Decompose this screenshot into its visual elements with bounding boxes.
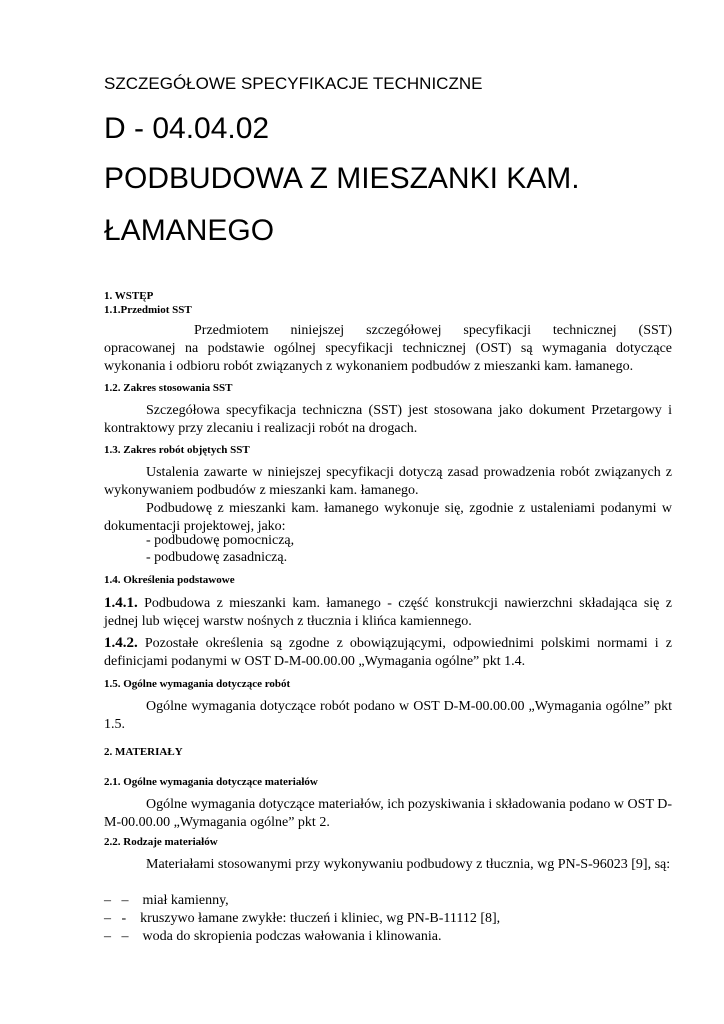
section-2-1-heading: 2.1. Ogólne wymagania dotyczące materiałów	[104, 776, 318, 788]
paragraph-1-3a: Ustalenia zawarte w niniejszej specyfikacji dotyczą zasad prowadzenia robót związanych z wykonywaniem podbudów z mieszanki kam. łamanego.	[104, 465, 672, 498]
material-list-item: – – miał kamienny,	[104, 893, 229, 908]
section-1-1-heading: 1.1.Przedmiot SST	[104, 304, 192, 316]
paragraph-1-4-2	[104, 634, 672, 671]
paragraph-1-1-line1: Przedmiotem niniejszej szczegółowej specyfikacji technicznej (SST)	[194, 323, 672, 338]
list-item-zasadnicza: - podbudowę zasadniczą.	[146, 550, 288, 565]
section-1-2-heading: 1.2. Zakres stosowania SST	[104, 382, 233, 394]
section-1-4-heading: 1.4. Określenia podstawowe	[104, 574, 235, 586]
spec-code: D - 04.04.02	[104, 112, 270, 145]
spec-subtitle: SZCZEGÓŁOWE SPECYFIKACJE TECHNICZNE	[104, 74, 483, 93]
spec-title-line2: ŁAMANEGO	[104, 214, 275, 247]
clause-number: 1.4.2.	[104, 635, 138, 651]
paragraph-2-1: Ogólne wymagania dotyczące materiałów, ich pozyskiwania i składowania podano w OST D-M-00.00.00 „Wymagania ogólne” pkt 2.	[104, 797, 673, 830]
paragraph-1-4-1	[104, 594, 672, 631]
section-1-5-heading: 1.5. Ogólne wymagania dotyczące robót	[104, 678, 291, 690]
section-1-3-heading: 1.3. Zakres robót objętych SST	[104, 444, 250, 456]
section-2-heading: 2. MATERIAŁY	[104, 746, 183, 758]
section-1-heading: 1. WSTĘP	[104, 290, 154, 302]
clause-text: Podbudowa z mieszanki kam. łamanego - część konstrukcji nawierzchni składająca się z jednej lub więcej warstw nośnych z tłucznia i klińca kamiennego.	[104, 596, 672, 629]
paragraph-1-3b: Podbudowę z mieszanki kam. łamanego wykonuje się, zgodnie z ustaleniami podanymi w dokumentacji projektowej, jako:	[104, 501, 672, 534]
paragraph-2-2: Materiałami stosowanymi przy wykonywaniu podbudowy z tłucznia, wg PN-S-96023 [9], są:	[146, 857, 671, 872]
paragraph-1-2: Szczegółowa specyfikacja techniczna (SST) jest stosowana jako dokument Przetargowy i kontraktowy przy zlecaniu i realizacji robót na drogach.	[104, 403, 672, 436]
paragraph-1-1: opracowanej na podstawie ogólnej specyfikacji technicznej (OST) są wymagania dotyczące wykonania i odbioru robót związanych z wykonaniem podbudów z mieszanki kam. łamanego.	[104, 341, 672, 374]
material-list-item: – – woda do skropienia podczas wałowania i klinowania.	[104, 929, 442, 944]
clause-number: 1.4.1.	[104, 595, 138, 611]
section-2-2-heading: 2.2. Rodzaje materiałów	[104, 836, 218, 848]
spec-title-line1: PODBUDOWA Z MIESZANKI KAM.	[104, 162, 580, 195]
list-item-pomocnicza: - podbudowę pomocniczą,	[146, 533, 295, 548]
paragraph-1-5: Ogólne wymagania dotyczące robót podano w OST D-M-00.00.00 „Wymagania ogólne” pkt 1.5.	[104, 699, 672, 732]
material-list-item: – - kruszywo łamane zwykłe: tłuczeń i kliniec, wg PN-B-11112 [8],	[104, 911, 501, 926]
clause-text: Pozostałe określenia są zgodne z obowiązującymi, odpowiednimi polskimi normami i z definicjami podanymi w OST D-M-00.00.00 „Wymagania ogólne” pkt 1.4.	[104, 636, 672, 669]
